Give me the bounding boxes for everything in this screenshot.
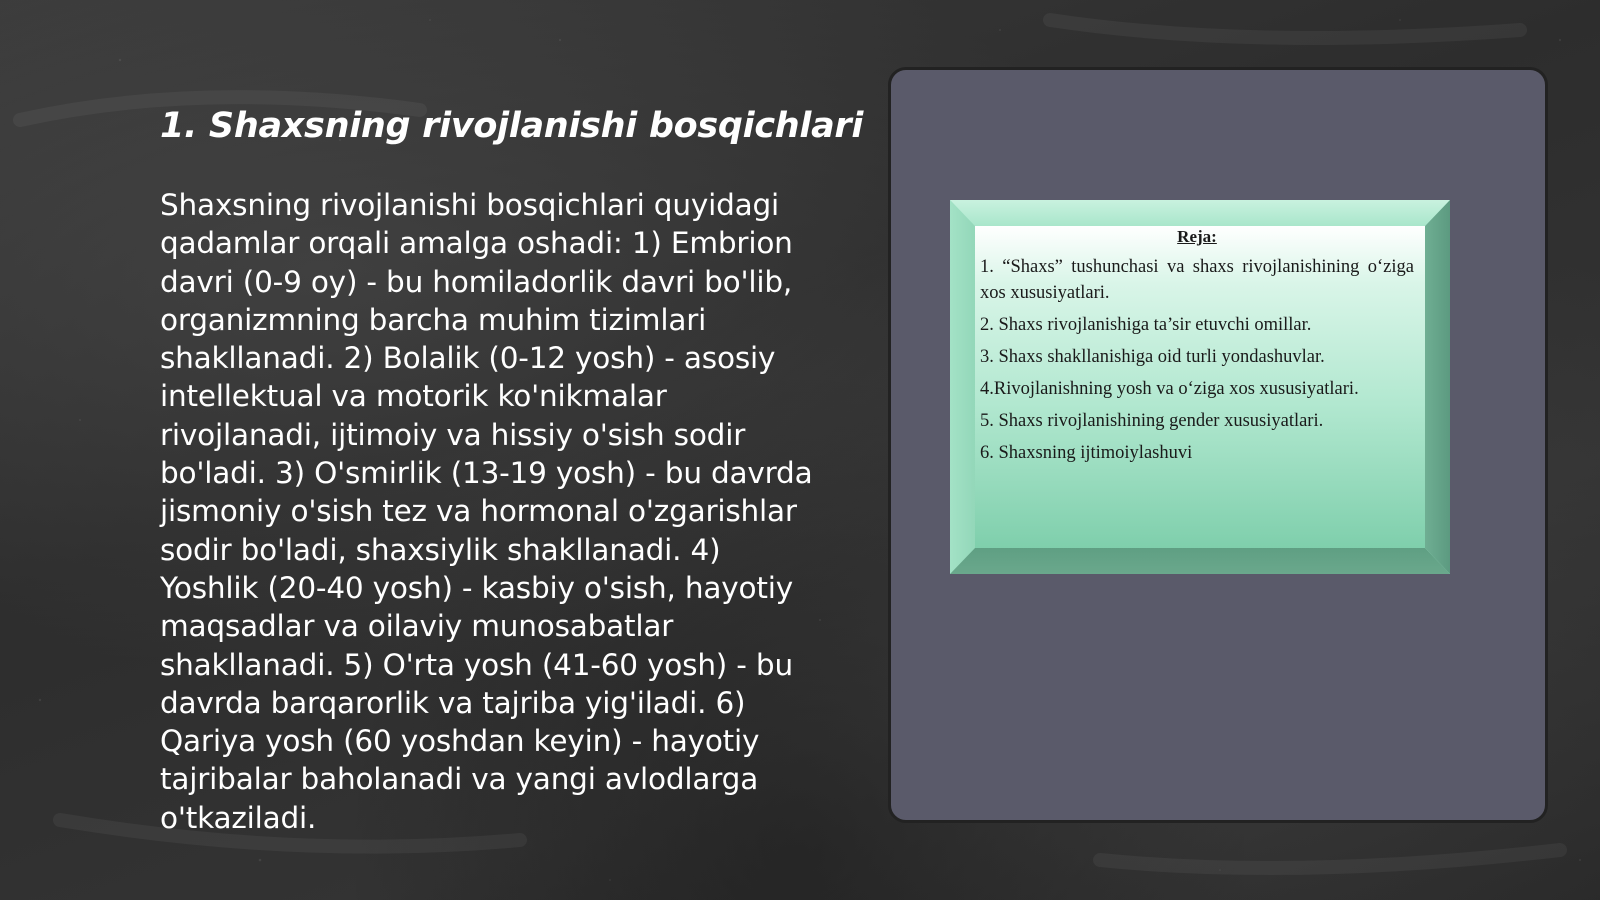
card-bevel-left: [950, 200, 975, 574]
card-bevel-bottom: [950, 548, 1450, 574]
plan-item: 1. “Shaxs” tushunchasi va shaxs rivojlanishining o‘ziga xos xususiyatlari.: [980, 257, 1414, 303]
slide-title: 1. Shaxsning rivojlanishi bosqichlari: [160, 106, 864, 146]
plan-item: 5. Shaxs rivojlanishining gender xususiyatlari.: [980, 411, 1324, 431]
plan-item: 3. Shaxs shakllanishiga oid turli yondashuvlar.: [980, 347, 1325, 367]
plan-card-image: [950, 200, 1450, 574]
card-bevel-top: [950, 200, 1450, 226]
plan-item: 6. Shaxsning ijtimoiylashuvi: [980, 443, 1193, 463]
plan-item: 2. Shaxs rivojlanishiga ta’sir etuvchi omillar.: [980, 315, 1312, 335]
card-bevel-right: [1425, 200, 1450, 574]
plan-heading: Reja:: [1177, 227, 1217, 246]
card-content: [980, 226, 1414, 472]
plan-item: 4.Rivojlanishning yosh va o‘ziga xos xususiyatlari.: [980, 379, 1359, 399]
slide-body-text: Shaxsning rivojlanishi bosqichlari quyidagi qadamlar orqali amalga oshadi: 1) Embrion davri (0-9 oy) - bu homiladorlik davri bo'lib, organizmning barcha muhim tizimlari shakllanadi. 2) Bolalik (0-12 yosh) - asosiy intellektual va motorik ko'nikmalar rivojlanadi, ijtimoiy va hissiy o'sish sodir bo'ladi. 3) O'smirlik (13-19 yosh) - bu davrda jismoniy o'sish tez va hormonal o'zgarishlar sodir bo'ladi, shaxsiylik shakllanadi. 4) Yoshlik (20-40 yosh) - kasbiy o'sish, hayotiy maqsadlar va oilaviy munosabatlar shakllanadi. 5) O'rta yosh (41-60 yosh) - bu davrda barqarorlik va tajriba yig'iladi. 6) Qariya yosh (60 yoshdan keyin) - hayotiy tajribalar baholanadi va yangi avlodlarga o'tkaziladi.: [160, 188, 813, 835]
